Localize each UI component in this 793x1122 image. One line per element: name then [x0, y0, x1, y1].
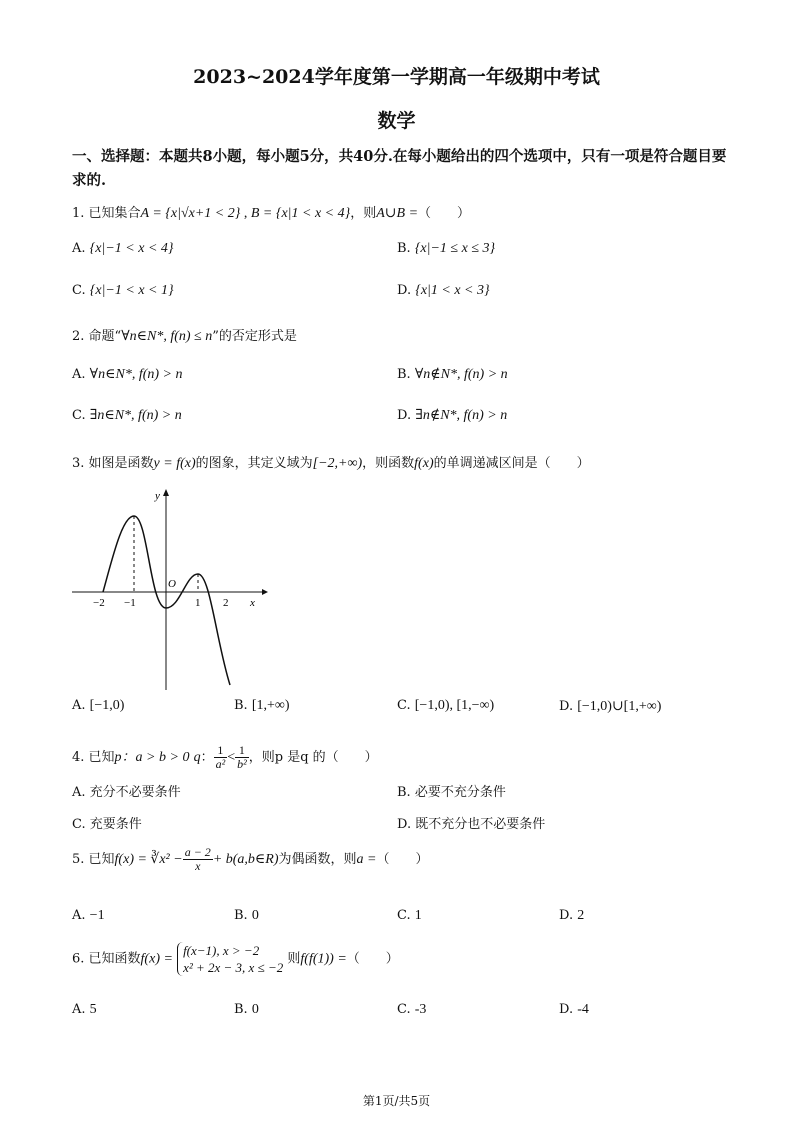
q5-prefix: 5. 已知 — [72, 852, 115, 867]
option-text: 2 — [577, 908, 585, 923]
q4-option-b[interactable] — [397, 781, 506, 800]
option-letter: A. — [72, 698, 86, 713]
option-text: {x|1 < x < 3} — [415, 283, 490, 298]
q6-piecewise — [177, 942, 283, 976]
q5-option-a[interactable] — [72, 908, 105, 924]
option-text: ∀n∉N*, f(n) > n — [414, 367, 508, 382]
option-letter: B. — [397, 241, 411, 256]
q6-mid: 则 — [287, 951, 301, 967]
q3-option-d[interactable] — [559, 698, 661, 715]
q5-mid: 为偶函数，则 — [278, 852, 357, 867]
q2-suffix: ”的否定形式是 — [212, 329, 297, 344]
q5-option-b[interactable] — [234, 908, 259, 924]
q2-option-b[interactable] — [397, 366, 508, 383]
q2-expr: ∀n∈N*, f(n) ≤ n — [121, 329, 213, 344]
q5-var: a = — [356, 852, 377, 867]
q6-option-b[interactable] — [234, 1002, 259, 1018]
tick-label-minus2: −2 — [93, 597, 105, 609]
question-6-stem — [72, 942, 399, 976]
question-1-stem: 1. 已知集合A = {x|√x+1 < 2} , B = {x|1 < x < 4}，则A∪B =（ ） — [72, 206, 471, 221]
option-letter: C. — [72, 817, 86, 832]
option-letter: D. — [397, 283, 412, 298]
q6-option-d[interactable] — [559, 1002, 589, 1018]
exam-title: 2023~2024学年度第一学期高一年级期中考试 — [193, 66, 600, 88]
q1-paren: （ ） — [418, 206, 471, 221]
q5-option-c[interactable] — [397, 908, 422, 924]
option-letter: C. — [397, 908, 411, 923]
q1-set-b: B = {x|1 < x < 4} — [250, 206, 351, 221]
q1-option-b[interactable] — [397, 241, 495, 257]
question-3-stem — [72, 452, 590, 472]
q4-option-d[interactable] — [397, 813, 545, 832]
function-graph — [68, 483, 278, 693]
option-text: 充分不必要条件 — [89, 785, 181, 800]
q3-prefix: 3. 如图是函数 — [72, 456, 154, 471]
q3-func2: f(x) — [414, 456, 434, 471]
option-letter: A. — [72, 367, 86, 382]
q6-expr: f(f(1)) = — [300, 951, 347, 967]
fraction-numerator: 1 — [235, 744, 249, 758]
option-letter: D. — [559, 1002, 574, 1017]
tick-label-1: 1 — [195, 597, 201, 609]
q4-option-a[interactable] — [72, 781, 181, 800]
option-text: [−1,0), [1,−∞) — [414, 698, 495, 713]
option-letter: B. — [397, 367, 411, 382]
option-text: {x|−1 ≤ x ≤ 3} — [414, 241, 496, 256]
option-text: -3 — [414, 1002, 427, 1017]
y-axis-arrow — [163, 489, 169, 496]
q3-option-c[interactable] — [397, 698, 494, 714]
fraction-denominator: x — [195, 859, 201, 873]
q3-mid: 的图象，其定义域为 — [195, 456, 313, 471]
q4-prefix: 4. 已知 — [72, 750, 115, 765]
q3-func: y = f(x) — [153, 456, 196, 471]
q4-p-label: p — [114, 750, 122, 765]
tick-label-2: 2 — [223, 597, 229, 609]
fraction-numerator: a − 2 — [184, 845, 211, 859]
q6-expr-left: f(x) = — [140, 951, 173, 967]
option-text: {x|−1 < x < 4} — [89, 241, 174, 256]
q5-expr-right: + b(a,b∈R) — [212, 852, 279, 867]
q5-expr-left: f(x) = ∛x² − — [114, 852, 183, 867]
q3-suffix: 的单调递减区间是（ ） — [433, 456, 590, 471]
option-letter: A. — [72, 908, 86, 923]
option-text: −1 — [89, 908, 105, 923]
q4-suffix: ，则p 是q 的（ ） — [248, 750, 378, 765]
q2-option-c[interactable] — [72, 407, 182, 424]
option-letter: C. — [72, 283, 86, 298]
q3-option-b[interactable] — [234, 698, 290, 714]
q1-suffix: ，则 — [350, 206, 377, 221]
option-letter: B. — [234, 1002, 248, 1017]
option-letter: D. — [397, 408, 412, 423]
option-text: 0 — [251, 908, 259, 923]
option-letter: D. — [397, 817, 412, 832]
q2-option-a[interactable] — [72, 366, 182, 383]
page-footer: 第1页/共5页 — [362, 1094, 431, 1108]
option-text: ∃n∉N*, f(n) > n — [415, 408, 508, 423]
option-text: 0 — [251, 1002, 259, 1017]
q1-option-d[interactable] — [397, 283, 490, 299]
option-text: 1 — [414, 908, 422, 923]
option-text: [−1,0) — [89, 698, 125, 713]
option-letter: C. — [72, 408, 86, 423]
option-text: [−1,0)∪[1,+∞) — [577, 699, 662, 714]
q4-q-colon: ： — [200, 750, 214, 765]
option-letter: A. — [72, 241, 86, 256]
q5-option-d[interactable] — [559, 908, 584, 924]
fraction-denominator: b² — [237, 757, 247, 771]
q4-less-than: < — [227, 750, 236, 765]
option-letter: C. — [397, 1002, 411, 1017]
q4-fraction-1 — [214, 744, 228, 771]
option-letter: B. — [234, 698, 248, 713]
option-text: ∃n∈N*, f(n) > n — [89, 408, 182, 423]
x-axis-label: x — [250, 597, 255, 609]
q1-set-a: A = {x|√x+1 < 2} — [140, 206, 241, 221]
question-5-stem — [72, 846, 428, 873]
option-letter: B. — [234, 908, 248, 923]
q5-fraction — [183, 846, 213, 873]
q2-option-d[interactable] — [397, 407, 507, 424]
exam-subject: 数学 — [377, 110, 416, 132]
question-2-stem — [72, 325, 297, 345]
q3-mid2: ，则函数 — [362, 456, 415, 471]
fraction-numerator: 1 — [214, 744, 228, 758]
tick-label-minus1: −1 — [124, 597, 136, 609]
q3-option-a[interactable] — [72, 698, 124, 714]
option-text: [1,+∞) — [251, 698, 290, 713]
option-letter: A. — [72, 1002, 86, 1017]
q4-option-c[interactable] — [72, 813, 142, 832]
q4-p-expr: ：a > b > 0 — [121, 750, 190, 765]
option-text: 充要条件 — [89, 817, 142, 832]
q4-q-label: q — [193, 750, 201, 765]
q1-prefix: 1. 已知集合 — [72, 206, 141, 221]
x-axis-arrow — [262, 589, 268, 595]
option-letter: D. — [559, 699, 574, 714]
q6-paren: （ ） — [346, 951, 399, 967]
option-letter: B. — [397, 785, 411, 800]
option-text: -4 — [577, 1002, 589, 1017]
q4-fraction-2 — [235, 744, 249, 771]
q6-option-c[interactable] — [397, 1002, 426, 1018]
q2-prefix: 2. 命题“ — [72, 329, 122, 344]
q1-option-c[interactable] — [72, 283, 174, 299]
option-text: ∀n∈N*, f(n) > n — [89, 367, 183, 382]
option-text: 必要不充分条件 — [414, 785, 506, 800]
option-text: 5 — [89, 1002, 97, 1017]
origin-label: O — [168, 578, 176, 590]
q5-paren: （ ） — [376, 852, 429, 867]
option-text: 既不充分也不必要条件 — [415, 817, 546, 832]
section-heading: 一、选择题：本题共8小题，每小题5分，共40分.在每小题给出的四个选项中，只有一项是符合题目要求的. — [72, 148, 727, 189]
option-letter: A. — [72, 785, 86, 800]
q6-option-a[interactable] — [72, 1002, 97, 1018]
option-letter: D. — [559, 908, 574, 923]
option-letter: C. — [397, 698, 411, 713]
q3-domain: [−2,+∞) — [312, 456, 363, 471]
option-text: {x|−1 < x < 1} — [89, 283, 174, 298]
y-axis-label: y — [155, 490, 160, 502]
question-4-stem — [72, 744, 378, 771]
fraction-denominator: a² — [215, 757, 226, 771]
q6-case-1: f(x−1), x > −2 — [183, 943, 260, 958]
q1-option-a[interactable] — [72, 241, 174, 257]
q1-expr: A∪B = — [376, 206, 419, 221]
q6-prefix: 6. 已知函数 — [72, 951, 141, 967]
q6-case-2: x² + 2x − 3, x ≤ −2 — [183, 960, 284, 975]
